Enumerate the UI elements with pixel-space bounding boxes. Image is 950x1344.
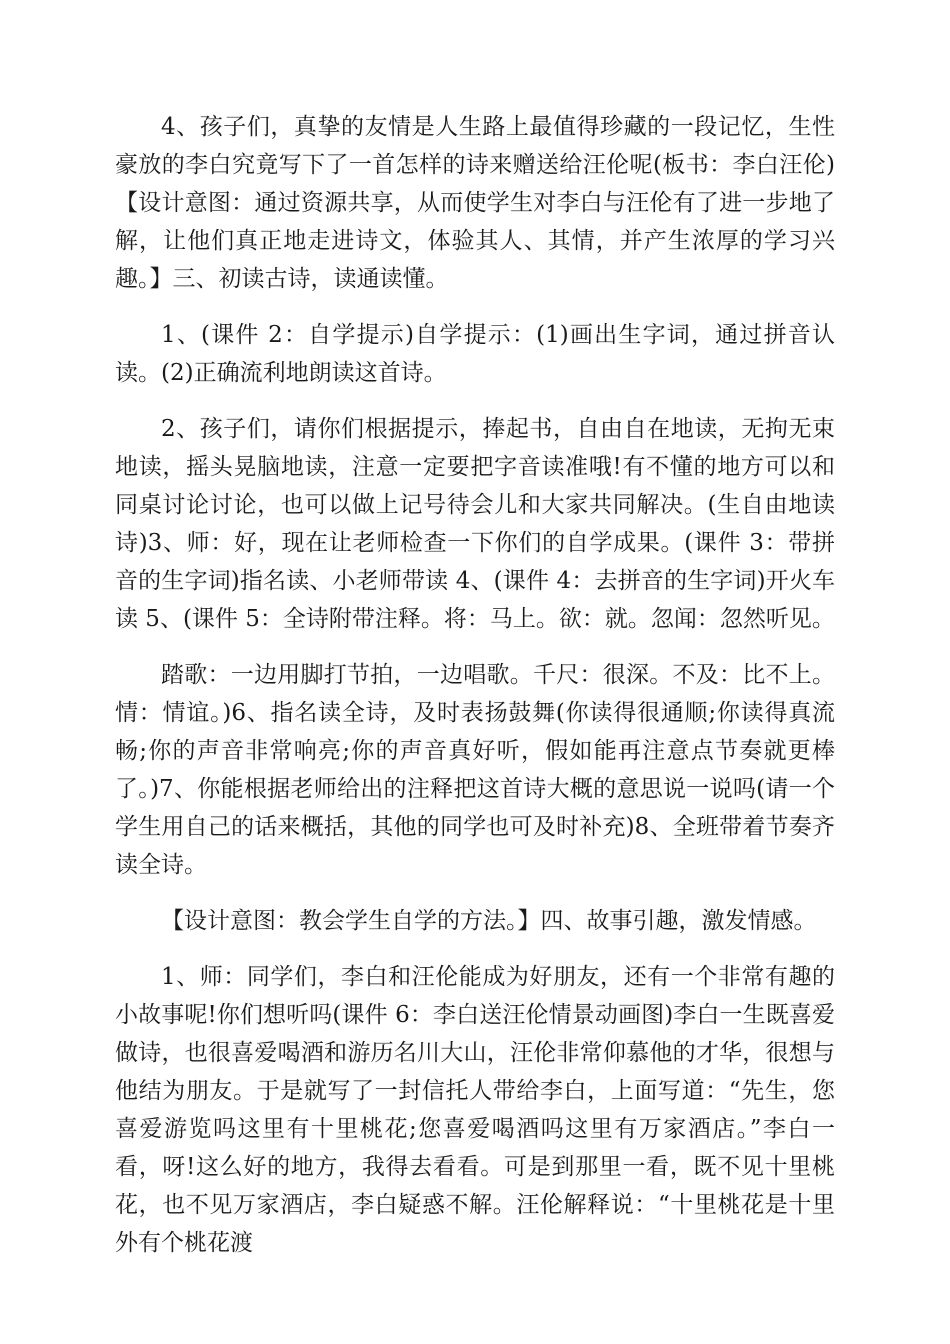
paragraph-3: 2、孩子们，请你们根据提示，捧起书，自由自在地读，无拘无束地读，摇头晃脑地读，注意一定要把字音读准哦!有不懂的地方可以和同桌讨论讨论，也可以做上记号待会儿和大家共同解决。(生自由地读诗)3、师：好，现在让老师检查一下你们的自学成果。(课件 3：带拼音的生字词)指名读、小老师带读 4、(课件 4：去拼音的生字词)开火车读 5、(课件 5：全诗附带注释。将：马上。欲：就。忽闻：忽然听见。: [115, 416, 835, 632]
paragraph-2: 1、(课件 2：自学提示)自学提示：(1)画出生字词，通过拼音认读。(2)正确流利地朗读这首诗。: [115, 322, 835, 386]
paragraph-1: 4、孩子们，真挚的友情是人生路上最值得珍藏的一段记忆，生性豪放的李白究竟写下了一首怎样的诗来赠送给汪伦呢(板书：李白汪伦)【设计意图：通过资源共享，从而使学生对李白与汪伦有了进一步地了解，让他们真正地走进诗文，体验其人、其情，并产生浓厚的学习兴趣。】三、初读古诗，读通读懂。: [115, 114, 835, 292]
paragraph-4: 踏歌：一边用脚打节拍，一边唱歌。千尺：很深。不及：比不上。情：情谊。)6、指名读全诗，及时表扬鼓舞(你读得很通顺;你读得真流畅;你的声音非常响亮;你的声音真好听，假如能再注意点节奏就更棒了。)7、你能根据老师给出的注释把这首诗大概的意思说一说吗(请一个学生用自己的话来概括，其他的同学也可及时补充)8、全班带着节奏齐读全诗。: [115, 662, 835, 878]
paragraph-5: 【设计意图：教会学生自学的方法。】四、故事引趣，激发情感。: [161, 908, 817, 934]
document-page: [115, 108, 835, 1280]
paragraph-6: 1、师：同学们，李白和汪伦能成为好朋友，还有一个非常有趣的小故事呢!你们想听吗(课件 6：李白送汪伦情景动画图)李白一生既喜爱做诗，也很喜爱喝酒和游历名川大山，汪伦非常仰慕他的才华，很想与他结为朋友。于是就写了一封信托人带给李白，上面写道：“先生，您喜爱游览吗这里有十里桃花;您喜爱喝酒吗这里有万家酒店。”李白一看，呀!这么好的地方，我得去看看。可是到那里一看，既不见十里桃花，也不见万家酒店，李白疑惑不解。汪伦解释说：“十里桃花是十里外有个桃花渡: [115, 964, 835, 1256]
